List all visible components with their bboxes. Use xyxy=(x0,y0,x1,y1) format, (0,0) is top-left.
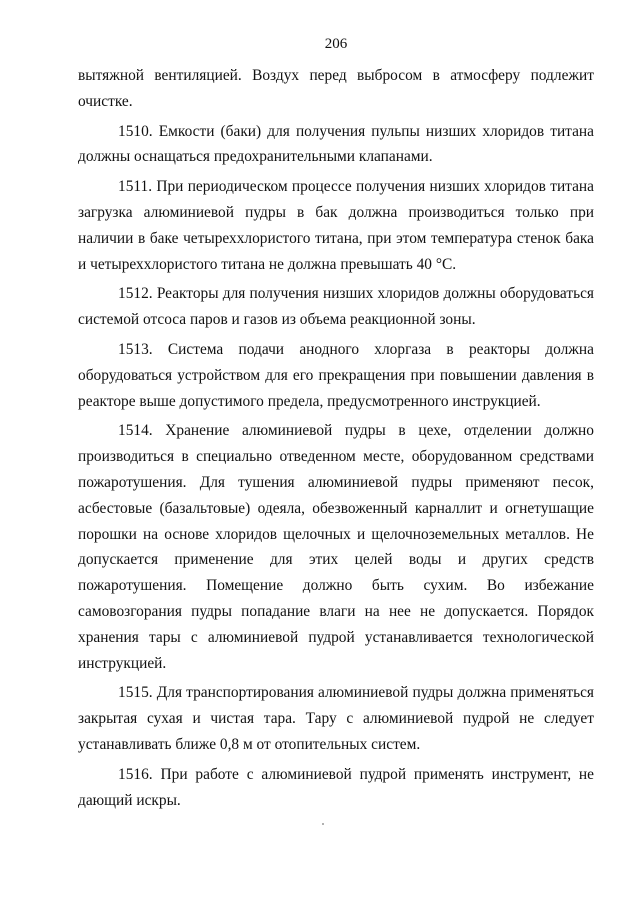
paragraph-1515: 1515. Для транспортирования алюминиевой пудры должна применяться закрытая сухая и чистая тара. Тару с алюминиевой пудрой не следует устанавливать ближе 0,8 м от отопительных систем. xyxy=(78,684,594,753)
paragraph-continued: вытяжной вентиляцией. Воздух перед выбросом в атмосферу подлежит очистке. xyxy=(78,67,594,110)
paragraph-1513: 1513. Система подачи анодного хлоргаза в реакторы должна оборудоваться устройством для его прекращения при повышении давления в реакторе выше допустимого предела, предусмотренного инструкцией. xyxy=(78,340,594,410)
page-number: 206 xyxy=(324,36,348,52)
paragraph-1512: 1512. Реакторы для получения низших хлоридов должны оборудоваться системой отсоса паров и газов из объема реакционной зоны. xyxy=(78,285,594,329)
paragraph-1516: 1516. При работе с алюминиевой пудрой применять инструмент, не дающий искры. xyxy=(78,765,594,809)
paragraph-1511: 1511. При периодическом процессе получения низших хлоридов титана загрузка алюминиевой пудры в бак должна производиться только при наличии в баке четыреххлористого титана, при этом температура стенок бака и четыреххлористого титана не должна превышать 40 °С. xyxy=(78,178,594,273)
scan-speck xyxy=(322,823,324,825)
paragraph-1514: 1514. Хранение алюминиевой пудры в цехе, отделении должно производиться в специально отведенном месте, оборудованном средствами пожаротушения. Для тушения алюминиевой пудры применяют песок, асбестовые (базальтовые) одеяла, обезвоженный карналлит и огнетушащие порошки на основе хлоридов щелочных и щелочноземельных металлов. Не допускается применение для этих целей воды и других средств пожаротушения. Помещение должно быть сухим. Во избежание самовозгорания пудры попадание влаги на нее не допускается. Порядок хранения тары с алюминиевой пудрой устанавливается технологической инструкцией. xyxy=(78,422,594,672)
paragraph-1510: 1510. Емкости (баки) для получения пульпы низших хлоридов титана должны оснащаться предохранительными клапанами. xyxy=(78,122,594,166)
